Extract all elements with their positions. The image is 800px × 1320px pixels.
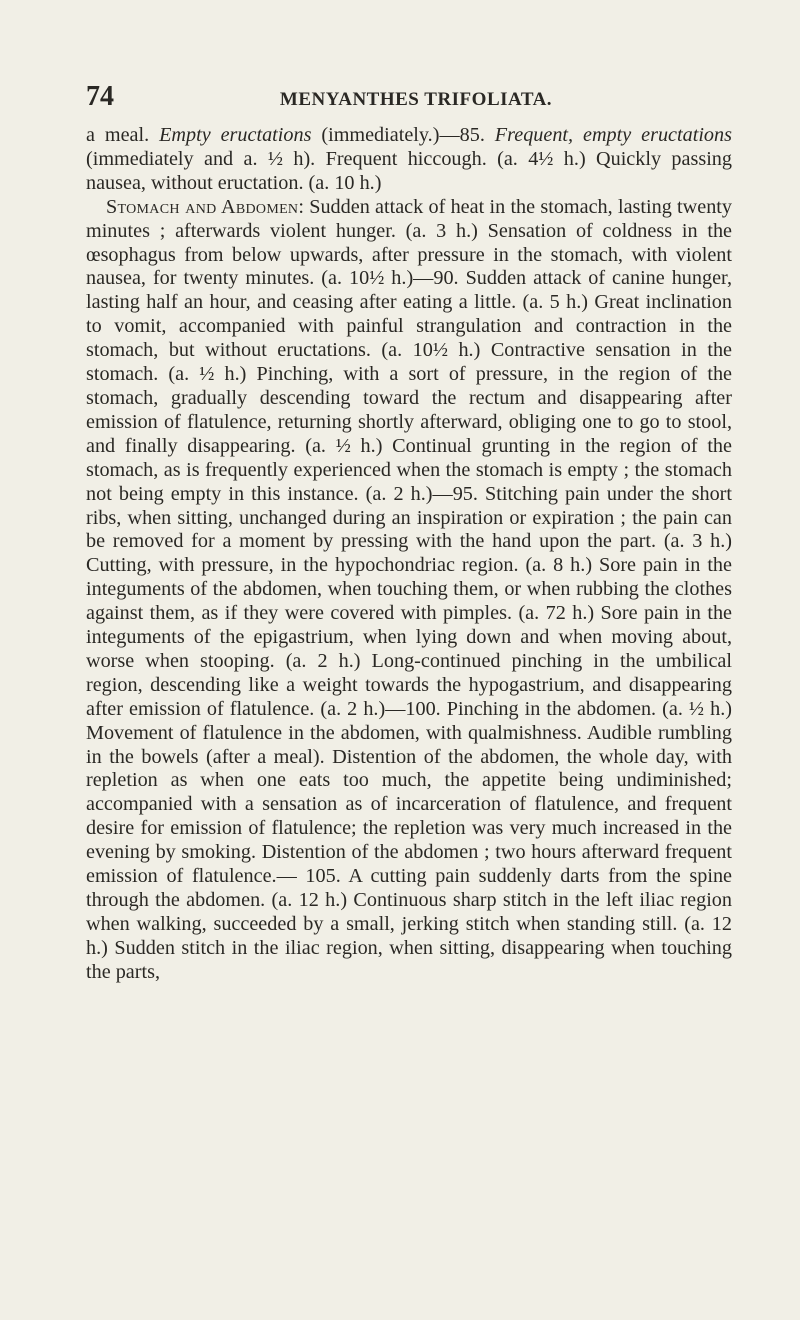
italic-term: Frequent, empty eructations xyxy=(494,124,732,146)
text-segment: (immediately.)—85. xyxy=(311,124,495,146)
page-header xyxy=(86,82,726,112)
paragraph-stomach-abdomen xyxy=(86,196,732,985)
paragraph-text: Sudden attack of heat in the stomach, lasting twenty minutes ; afterwards violent hunger. (a. 3 h.) Sensation of coldness in the œsophagus from below upwards, after pressure in the stomach, with violent nausea, for twenty minutes. (a. 10½ h.)—90. Sudden attack of canine hunger, lasting half an hour, and ceasing after eating a little. (a. 5 h.) Great inclination to vomit, accompanied with painful strangulation and contraction in the stomach, but without eructations. (a. 10½ h.) Contractive sensation in the stomach. (a. ½ h.) Pinching, with a sort of pressure, in the region of the stomach, gradually descending toward the rectum and disappearing after emission of flatulence, returning shortly afterward, obliging one to go to stool, and finally disappearing. (a. ½ h.) Continual grunting in the region of the stomach, as is frequently experienced when the stomach is empty ; the stomach not being empty in this instance. (a. 2 h.)—95. Stitching pain under the short ribs, when sitting, unchanged during an inspiration or expiration ; the pain can be removed for a moment by pressing with the hand upon the part. (a. 3 h.) Cutting, with pressure, in the hypochondriac region. (a. 8 h.) Sore pain in the integuments of the abdomen, when touching them, or when rubbing the clothes against them, as if they were covered with pimples. (a. 72 h.) Sore pain in the integuments of the epigastrium, when lying down and when moving about, worse when stooping. (a. 2 h.) Long-continued pinching in the umbilical region, descending like a weight towards the hypogastrium, and disappearing after emission of flatulence. (a. 2 h.)—100. Pinching in the abdomen. (a. ½ h.) Movement of flatulence in the abdomen, with qualmishness. Audible rumbling in the bowels (after a meal). Distention of the abdomen, the whole day, with repletion as when one eats too much, the appetite being undiminished; accompanied with a sensation as of incarceration of flatulence, and frequent desire for emission of flatulence; the repletion was very much increased in the evening by smoking. Distention of the abdomen ; two hours afterward frequent emission of flatulence.— 105. A cutting pain suddenly darts from the spine through the abdomen. (a. 12 h.) Continuous sharp stitch in the left iliac region when walking, succeeded by a small, jerking stitch when standing still. (a. 12 h.) Sudden stitch in the iliac region, when sitting, disappearing when touching the parts, xyxy=(86,195,732,983)
heading-separator: : xyxy=(298,195,310,218)
text-segment: (immediately and a. ½ h). Frequent hiccough. (a. 4½ h.) Quickly passing nausea, without eructation. (a. 10 h.) xyxy=(86,147,732,194)
italic-term: Empty eructations xyxy=(159,124,312,146)
body-text xyxy=(86,124,732,985)
section-heading: Stomach and Abdomen xyxy=(106,195,299,218)
paragraph-eructations xyxy=(86,124,732,196)
page-number: 74 xyxy=(86,81,114,112)
running-title: MENYANTHES TRIFOLIATA. xyxy=(279,89,553,110)
text-segment: a meal. xyxy=(86,124,160,146)
